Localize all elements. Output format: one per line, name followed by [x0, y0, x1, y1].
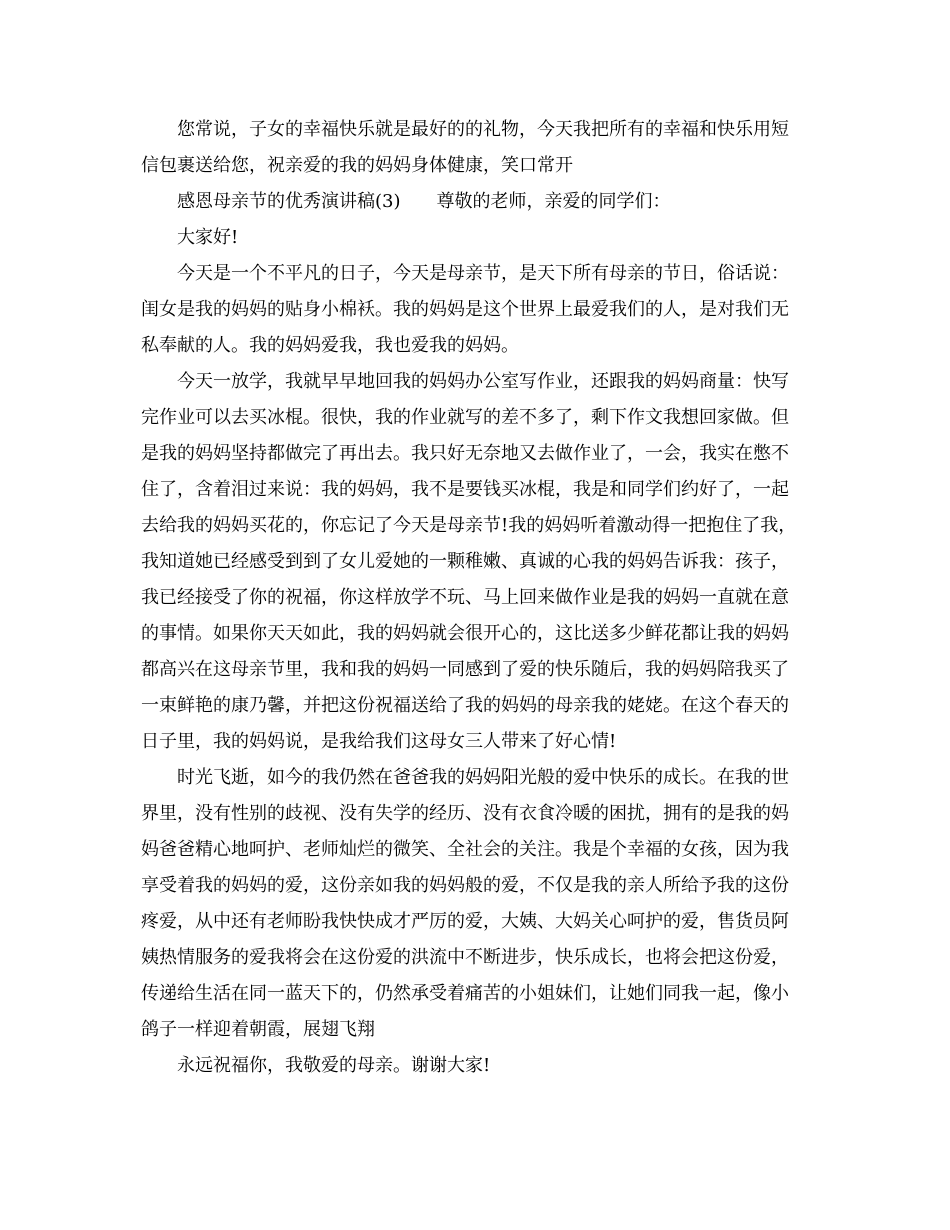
text-line: 今天是一个不平凡的日子，今天是母亲节，是天下所有母亲的节日，俗话说：	[177, 263, 789, 284]
text-line: 信包裹送给您，祝亲爱的我的妈妈身体健康，笑口常开	[141, 155, 573, 176]
text-line: 去给我的妈妈买花的，你忘记了今天是母亲节!我的妈妈听着激动得一把抱住了我，	[141, 515, 797, 536]
speech-greeting: 尊敬的老师，亲爱的同学们：	[436, 191, 671, 212]
text-line: 一束鲜艳的康乃馨，并把这份祝福送给了我的妈妈的母亲我的姥姥。在这个春天的	[141, 695, 789, 716]
text-line: 享受着我的妈妈的爱，这份亲如我的妈妈般的爱，不仅是我的亲人所给予我的这份	[141, 875, 789, 896]
text-line: 界里，没有性别的歧视、没有失学的经历、没有衣食冷暖的困扰，拥有的是我的妈	[141, 803, 789, 824]
text-line: 的事情。如果你天天如此，我的妈妈就会很开心的，这比送多少鲜花都让我的妈妈	[141, 623, 789, 644]
text-line: 鸽子一样迎着朝霞，展翅飞翔	[141, 1019, 375, 1040]
text-line: 我知道她已经感受到到了女儿爱她的一颗稚嫩、真诚的心我的妈妈告诉我：孩子，	[141, 551, 789, 572]
text-line: 永远祝福你，我敬爱的母亲。谢谢大家!	[177, 1055, 491, 1076]
text-line: 我已经接受了你的祝福，你这样放学不玩、马上回来做作业是我的妈妈一直就在意	[141, 587, 789, 608]
speech-title-line	[177, 191, 671, 213]
text-line: 姨热情服务的爱我将会在这份爱的洪流中不断进步，快乐成长，也将会把这份爱，	[141, 947, 789, 968]
text-line: 今天一放学，我就早早地回我的妈妈办公室写作业，还跟我的妈妈商量：快写	[177, 371, 789, 392]
text-line: 住了，含着泪过来说：我的妈妈，我不是要钱买冰棍，我是和同学们约好了，一起	[141, 479, 789, 500]
text-line: 妈爸爸精心地呵护、老师灿烂的微笑、全社会的关注。我是个幸福的女孩，因为我	[141, 839, 789, 860]
text-line: 日子里，我的妈妈说，是我给我们这母女三人带来了好心情!	[141, 731, 617, 752]
speech-title: 感恩母亲节的优秀演讲稿(3)	[177, 191, 401, 212]
text-line: 您常说，子女的幸福快乐就是最好的的礼物，今天我把所有的幸福和快乐用短	[177, 119, 789, 140]
text-line: 私奉献的人。我的妈妈爱我，我也爱我的妈妈。	[141, 335, 519, 356]
text-line: 完作业可以去买冰棍。很快，我的作业就写的差不多了，剩下作文我想回家做。但	[141, 407, 789, 428]
text-line: 时光飞逝，如今的我仍然在爸爸我的妈妈阳光般的爱中快乐的成长。在我的世	[177, 767, 789, 788]
text-line: 传递给生活在同一蓝天下的，仍然承受着痛苦的小姐妹们，让她们同我一起，像小	[141, 983, 789, 1004]
text-line: 是我的妈妈坚持都做完了再出去。我只好无奈地又去做作业了，一会，我实在憋不	[141, 443, 789, 464]
text-line: 大家好!	[177, 227, 239, 248]
text-line: 闺女是我的妈妈的贴身小棉袄。我的妈妈是这个世界上最爱我们的人，是对我们无	[141, 299, 789, 320]
text-line: 都高兴在这母亲节里，我和我的妈妈一同感到了爱的快乐随后，我的妈妈陪我买了	[141, 659, 789, 680]
text-line: 疼爱，从中还有老师盼我快快成才严厉的爱，大姨、大妈关心呵护的爱，售货员阿	[141, 911, 789, 932]
